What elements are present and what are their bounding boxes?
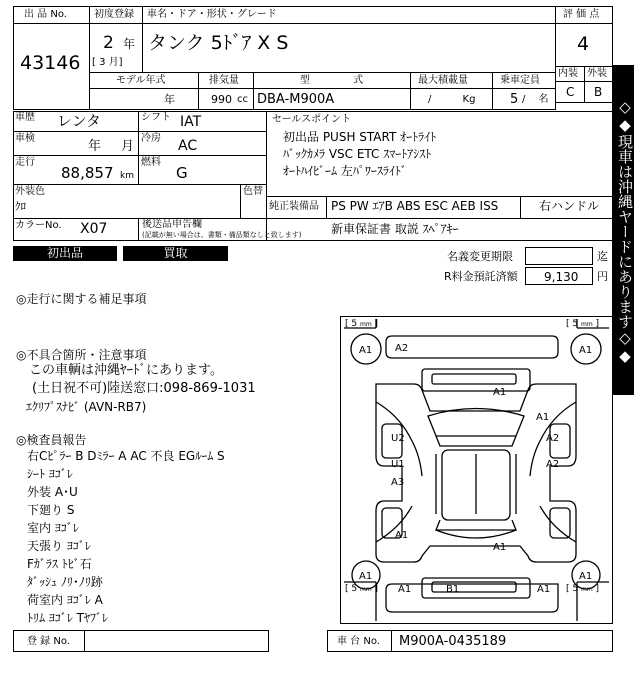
sales-points-label: セールスポイント bbox=[272, 114, 352, 125]
mark-bumper-l: A1 bbox=[398, 584, 412, 595]
lot-number: 43146 bbox=[20, 52, 81, 74]
name-change-label: 名義変更期限 bbox=[447, 250, 513, 263]
exterior-label: 外装 bbox=[587, 68, 607, 79]
color-no-label: カラーNo. bbox=[15, 220, 62, 231]
fuel: G bbox=[176, 164, 188, 182]
mark-left-sill: A3 bbox=[391, 477, 405, 488]
type-label: 型 式 bbox=[300, 75, 364, 86]
ac: AC bbox=[178, 138, 198, 154]
grade-label: 評 価 点 bbox=[563, 9, 600, 20]
tire-gauge-fr: [ 5 mm ] bbox=[566, 319, 600, 329]
inspector-line-3: 外装 A･U bbox=[27, 485, 78, 499]
color-change-label: 色替 bbox=[243, 186, 263, 197]
exterior-color-label: 外装色 bbox=[15, 186, 45, 197]
inspector-line-4: 下廻り S bbox=[27, 503, 75, 517]
inspection-label: 車検 bbox=[15, 133, 35, 144]
mark-tire-fr: A1 bbox=[579, 345, 593, 356]
tire-gauge-rr: [ 5 mm ] bbox=[566, 584, 600, 594]
sales-point-line-1: 初出品 PUSH START ｵｰﾄﾗｲﾄ bbox=[283, 130, 437, 144]
inspection-year: 年 bbox=[88, 139, 102, 154]
mark-left-side: A2 bbox=[395, 343, 409, 354]
mark-rear-fender-l: A1 bbox=[395, 530, 409, 541]
sales-point-line-3: ｵｰﾄﾊｲﾋﾞｰﾑ 左ﾊﾟﾜｰｽﾗｲﾄﾞ bbox=[283, 164, 407, 178]
exterior-color: ｸﾛ bbox=[15, 200, 26, 213]
driving-notes-title: ◎走行に関する補足事項 bbox=[16, 292, 147, 306]
mark-left-door-f: U2 bbox=[391, 433, 405, 444]
displacement: 990 bbox=[211, 93, 232, 106]
tire-gauge-rl: [ 5 mm ] bbox=[345, 584, 379, 594]
recycle-fee: 9,130 bbox=[544, 270, 579, 284]
after-market-note: (記載が無い場合は、書類・備品類なしと致します) bbox=[142, 231, 302, 239]
mark-roof-rear: A1 bbox=[493, 542, 507, 553]
color-no: X07 bbox=[80, 221, 108, 237]
mark-tire-fl: A1 bbox=[359, 345, 373, 356]
capacity-unit: / 名 bbox=[522, 94, 549, 105]
inspector-line-7: Fｶﾞﾗｽ ﾄﾋﾞ石 bbox=[27, 557, 92, 571]
mileage-label: 走行 bbox=[15, 157, 35, 168]
inspector-line-6: 天張り ﾖｺﾞﾚ bbox=[27, 539, 91, 553]
inspector-line-9: 荷室内 ﾖｺﾞﾚ A bbox=[27, 593, 103, 607]
displacement-label: 排気量 bbox=[209, 75, 239, 86]
warranty: 新車保証書 取説 ｽﾍﾟｱｷｰ bbox=[331, 222, 459, 236]
vehicle-type: DBA-M900A bbox=[257, 92, 335, 107]
first-reg-year: 2 bbox=[103, 33, 114, 53]
steering: 右ハンドル bbox=[539, 199, 600, 213]
shift: IAT bbox=[180, 114, 202, 130]
capacity: 5 bbox=[510, 92, 519, 107]
inspector-line-1: 右Cﾋﾟﾗｰ B Dﾐﾗｰ A AC 不良 EGﾙｰﾑ S bbox=[27, 449, 225, 463]
inspector-line-10: ﾄﾘﾑ ﾖｺﾞﾚ Tﾔﾌﾞﾚ bbox=[27, 611, 108, 625]
equipment-label: 純正装備品 bbox=[269, 201, 319, 212]
history-label: 車歴 bbox=[15, 112, 35, 123]
registration-label: 登 録 No. bbox=[27, 636, 70, 647]
exterior-grade: B bbox=[594, 85, 603, 99]
recycle-fee-label: R料金預託済額 bbox=[444, 270, 518, 283]
yard-location-banner: ◇◆現車は沖縄ヤードにあります◇◆ bbox=[612, 65, 634, 395]
inspector-report-title: ◎検査員報告 bbox=[16, 433, 87, 447]
inspection-month: 月 bbox=[121, 139, 135, 154]
issues-title: ◎不具合箇所・注意事項 bbox=[16, 348, 147, 362]
history: レンタ bbox=[57, 112, 102, 130]
recycle-fee-unit: 円 bbox=[597, 270, 608, 283]
tire-gauge-fl: [ 5 mm ] bbox=[345, 319, 379, 329]
after-market-label: 後送品申告欄 bbox=[142, 219, 202, 230]
mark-left-door-r: U1 bbox=[391, 459, 405, 470]
interior-label: 内装 bbox=[558, 68, 578, 79]
inspector-line-5: 室内 ﾖｺﾞﾚ bbox=[27, 521, 79, 535]
max-load-unit: / Kg bbox=[428, 94, 476, 105]
car-name: タンク 5ﾄﾞｱ X S bbox=[148, 32, 289, 54]
first-reg-month: [ 3 月] bbox=[92, 57, 123, 68]
chassis-number: M900A-0435189 bbox=[399, 634, 507, 649]
issue-line-2: (土日祝不可)陸送窓口:098-869-1031 bbox=[32, 381, 256, 396]
inspector-line-8: ﾀﾞｯｼｭ ﾉﾘ･ﾉﾘ跡 bbox=[27, 575, 103, 589]
interior-grade: C bbox=[566, 85, 575, 99]
mark-bumper-r: A1 bbox=[537, 584, 551, 595]
model-year-label: モデル年式 bbox=[116, 75, 166, 86]
purchase-badge: 買取 bbox=[123, 246, 228, 261]
mark-right-door-r: A2 bbox=[546, 459, 560, 470]
shift-label: シフト bbox=[141, 112, 171, 123]
name-change-unit: 迄 bbox=[597, 250, 608, 263]
mileage-unit: km bbox=[120, 171, 134, 181]
first-reg-year-unit: 年 bbox=[123, 37, 136, 51]
equipment: PS PW ｴｱB ABS ESC AEB ISS bbox=[331, 199, 499, 213]
ac-label: 冷房 bbox=[141, 133, 161, 144]
sales-point-line-2: ﾊﾞｯｸｶﾒﾗ VSC ETC ｽﾏｰﾄｱｼｽﾄ bbox=[283, 147, 432, 161]
capacity-label: 乗車定員 bbox=[500, 75, 540, 86]
mark-hood: A1 bbox=[493, 387, 507, 398]
mark-front-fender-r: A1 bbox=[536, 412, 550, 423]
car-outline-svg bbox=[340, 316, 613, 624]
mark-bumper-c: B1 bbox=[446, 584, 460, 595]
overall-grade: 4 bbox=[577, 33, 590, 55]
issue-line-1: この車輌は沖縄ﾔｰﾄﾞにあります。 bbox=[29, 363, 223, 378]
model-year-unit: 年 bbox=[164, 93, 175, 106]
inspector-line-2: ｼｰﾄ ﾖｺﾞﾚ bbox=[27, 467, 73, 481]
fuel-label: 燃料 bbox=[141, 157, 161, 168]
displacement-unit: cc bbox=[237, 94, 248, 105]
name-change-value bbox=[525, 247, 593, 265]
car-name-label: 車名・ドア・形状・グレード bbox=[147, 9, 277, 20]
mark-tire-rl: A1 bbox=[359, 571, 373, 582]
chassis-label: 車 台 No. bbox=[337, 636, 380, 647]
mark-right-door-f: A2 bbox=[546, 433, 560, 444]
mark-tire-rr: A1 bbox=[579, 571, 593, 582]
mileage: 88,857 bbox=[61, 164, 114, 182]
first-reg-label: 初度登録 bbox=[94, 9, 134, 20]
max-load-label: 最大積載量 bbox=[418, 75, 468, 86]
first-listing-badge: 初出品 bbox=[13, 246, 117, 261]
issue-line-3: ｴｸﾘﾌﾟｽﾅﾋﾞ (AVN-RB7) bbox=[26, 400, 147, 414]
lot-number-label: 出 品 No. bbox=[24, 9, 67, 20]
